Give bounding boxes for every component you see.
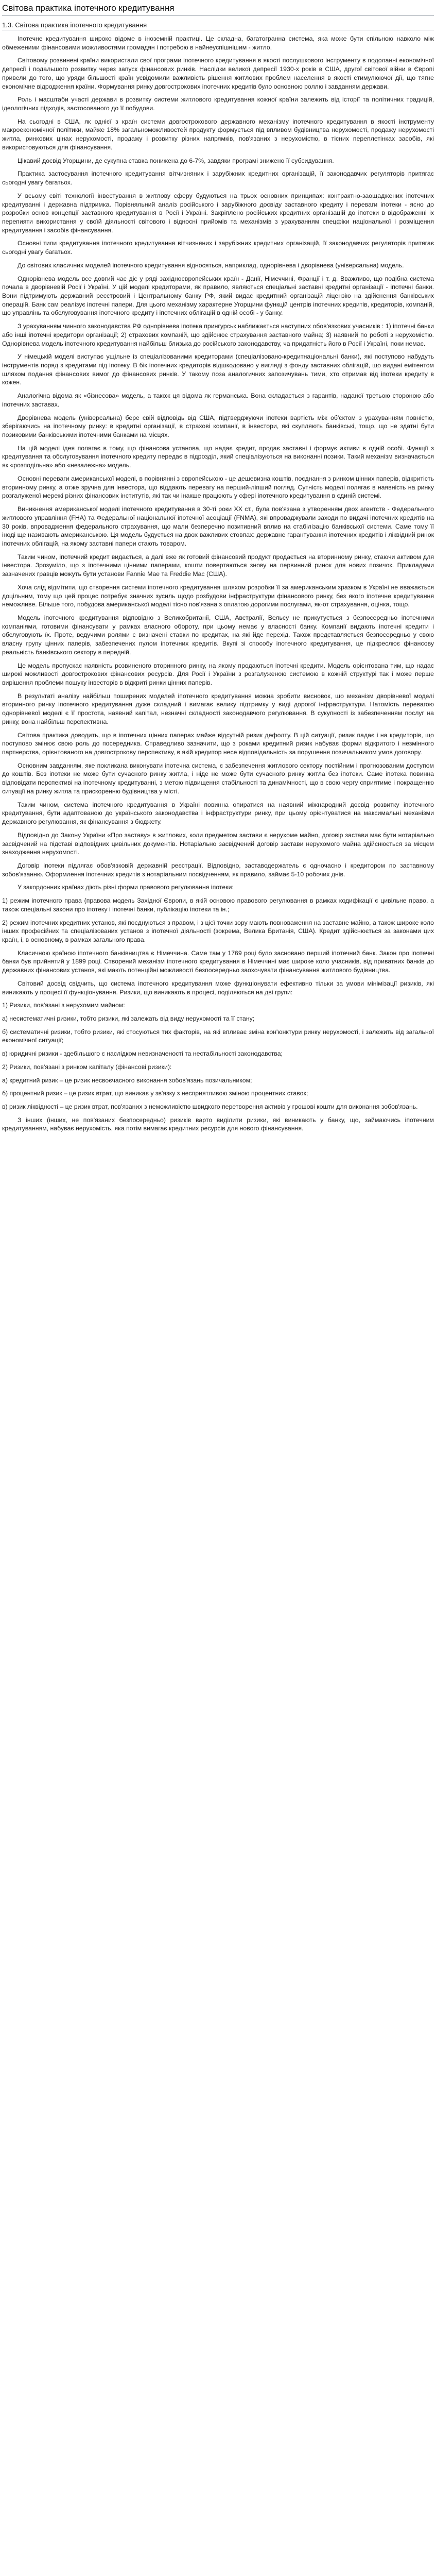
paragraph: Таким чином, іпотечний кредит видається, а далі вже як готовий фінансовий продукт продається на вторинному ринку, стаючи активом для інвестора. Зрозуміло, що з іпотечними цінними паперами, кошти повертаються знову на первинний ринок для нових позичок. Прикладами зазначених гравців можуть бути установи Fannie Mae та Freddie Mac (США).	[2, 553, 434, 578]
paragraph: 1) режим іпотечного права (правова модель Західної Європи, в якій основою правового регулювання в рамках кодифікації є цивільне право, а також спеціальні закони про іпотеку і іпотечні банки, публікацію іпотеки та ін.;	[2, 897, 434, 913]
paragraph: Основні переваги американської моделі, в порівнянні з європейською - це дешевизна коштів, поєднання з ринком цінних паперів, відкритість вторинному ринку, а отже зручна для інвестора, що віддають перевагу на перший-ліпший погляд. Сутність моделі полягає в наявність на ринку розгалуженої мережі різних фінансових інститутів, які так чи інакше працюють у сфері іпотечного кредитування в єдиній системі.	[2, 474, 434, 500]
paragraph: Дворівнева модель (універсальна) бере свій відповідь від США, підтверджуючи іпотеки вартість між об'єктом з урахуванням повністю, зберігаючись на іпотечному ринку: в кредитні організації, в страхові компанії, в інвестори, які скупляють банківські, тощо, що не здатні бути позиковими банківськими іпотечними банками на місцях.	[2, 414, 434, 439]
paragraph: Цікавий досвід Угорщини, де сукупна ставка понижена до 6-7%, завдяки програмі знижено її субсидування.	[18, 157, 334, 164]
paragraph: б) процентний ризик – це ризик втрат, що виникає у зв'язку з несприятливою зміною процентних ставок;	[2, 1090, 308, 1097]
paragraph: Відповідно до Закону України «Про заставу» в житлових, коли предметом застави є нерухоме майно, договір застави має бути нотаріально засвідчений на підставі відповідних цивільних документів. Нотаріально засвідчений договір застави нерухомого майна здійснюється за місцем знаходження нерухомості.	[2, 831, 434, 856]
page	[0, 0, 436, 1143]
paragraph: в) ризик ліквідності – це ризик втрат, пов'язаних з неможливістю швидкого перетворення активів у грошові кошти для виконання зобов'язань.	[2, 1103, 418, 1111]
paragraph: На цій моделі ідея полягає в тому, що фінансова установа, що надає кредит, продає заставні і формує активи в одній особі. Функції з кредитування та обслуговування іпотечного кредиту передає в підрозділ, який спеціалізуються на виконанні позики. Такий механізм визначається як «розподільна» або «незалежна» модель.	[2, 444, 434, 469]
paragraph: Виникнення американської моделі іпотечного кредитування в 30-ті роки XX ст., була пов'язана з утворенням двох агентств - Федерального житлового управління (FHA) та Федеральної національної іпотечної асоціації (FNMA), які впроваджували заходи по видачі іпотечних кредитів на 30 років, впровадження федерального страхування, що мали безперечно позитивний вплив на стабілізацію банківської системи. Саме тому її іноді ще називають американською. Ця модель будується на двох важливих стовпах: державне гарантування іпотечних кредитів і ліквідний ринок іпотечних облігацій, на якому заставні папери стають товаром.	[2, 505, 434, 547]
paragraph: б) систематичні ризики, тобто ризики, які стосуються тих факторів, на які впливає зміна кон'юнктури ринку нерухомості, і залежить від загальної економічної ситуації;	[2, 1028, 434, 1044]
paragraph: До світових класичних моделей іпотечного кредитування відносяться, наприклад, однорівнева і дворівнева (універсальна) модель.	[18, 261, 404, 269]
paragraph: Іпотечне кредитування широко відоме в іноземній практиці. Це складна, багатогранна система, яка може бути спільною навколо між обмеженими фінансовими можливостями громадян і потребою в найнеуспішнішим - житло.	[2, 35, 434, 51]
paragraph: Договір іпотеки підлягає обов'язковій державній реєстрації. Відповідно, заставодержатель є одночасно і кредитором по заставному зобов'язанню. Оформлення іпотечних кредитів з нотаріальним посвідченням, як правило, займає 5-10 робочих днів.	[2, 861, 434, 878]
section-heading: 1.3. Світова практика іпотечного кредитування	[2, 21, 434, 30]
paragraph: 2) режим іпотечних кредитних установ, які поєднуються з правом, і з цієї точки зору мають повноваження на заставне майно, а також широке коло інших професійних та спеціалізованих установ з іпотечної діяльності (зокрема, Велика Британія, США). Кредит здійснюється за законами цих країн, і, в основному, в рамках загального права.	[2, 919, 434, 943]
paragraph: Світова практика доводить, що в іпотечних цінних паперах майже відсутній ризик дефолту. В цій ситуації, ризик падає і на кредиторів, що поступово змінює свою роль до посередника. Справедливо зазначити, що з роками кредитний ризик набуває форми відкритого і незмінного партнерства, орієнтованого на довгострокову перспективу, в якій кредитор несе відповідальність за порушення позичальником умов договору.	[2, 731, 434, 756]
paragraph: Роль і масштаби участі держави в розвитку системи житлового кредитування кожної країни залежить від історії та політичних традицій, ідеологічних підходів, застосованого до її побудови.	[2, 96, 434, 112]
paragraph: У закордонних країнах діють різні форми правового регулювання іпотеки:	[18, 884, 234, 891]
paragraph: а) кредитний ризик – це ризик несвоєчасного виконання зобов'язань позичальником;	[2, 1076, 252, 1084]
paragraph: Хоча слід відмітити, що створення системи іпотечного кредитування шляхом розробки її за американським зразком в Україні не вважається доцільним, тому що цей процес потребує значних зусиль щодо розбудови інфраструктури фінансового ринку, без якого іпотечне кредитування неможливе. Більше того, побудова американської моделі тісно пов'язана з оплатою дорогими послугами, як-от страхування, оцінка, тощо.	[2, 583, 434, 608]
article-body	[2, 35, 434, 1133]
paragraph: Однорівнева модель все довгий час діє у ряді західноєвропейських країн - Данії, Німеччині, Франції і т. д. Вважливо, що подібна система почала в дворівневій Росії і Україні. У цій моделі кредиторами, як правило, являються спеціальні заставні кредитні організації - іпотечні банки. Вони підтримують державний реєстровий і Центральному банку РФ, який видає кредитний організацій ліцензію на здійснення банківських операцій. Банк сам реалізує іпотечні папери. Для цього механізму характерне Угорщини функцій центрів іпотечних кредитів, кредиторів, компаній, що управлінь та обслуговування іпотечного кредиту і іпотечних облігацій в одній особі - у банку.	[2, 275, 434, 317]
paragraph: На сьогодні в США, як однієї з країн системи довгострокового державного механізму іпотечного кредитування в якості інструменту макроекономічної політики, майже 18% загальноможливостей продукту формується під впливом будівництва нерухомості, продажу нерухомості житла, ринкових цінах нерухомості, продажу і розвитку різних напрямків, пов'язаних з нерухомістю, в тісних переплетінках засобів, які використовуються для фінансування.	[2, 117, 434, 151]
paragraph: З інших (інших, не пов'язаних безпосередньо) ризиків варто виділити ризики, які виникають у банку, що, займаючись іпотечним кредитуванням, набуває нерухомість, яка потім вимагає кредитних ресурсів для нового фінансування.	[2, 1116, 434, 1132]
paragraph: Це модель пропускає наявність розвиненого вторинного ринку, на якому продаються іпотечні кредити. Модель орієнтована тим, що надає широкі можливості довгострокових фінансових ресурсів. Для Росії і України з розгалуженою системою в кожній структурі так і може перше вирішення проблеми пошуку інвесторів в відкриті ринки цінних паперів.	[2, 662, 434, 686]
paragraph: У німецькій моделі виступає ущільне із спеціалізованими кредиторами (спеціалізовано-кредитнаціональні банки), які поступово набудуть інструментів поряд з кредитами під іпотеку. В бік іпотечних кредиторів відшкодовано у вигляді з фонду заставних облігацій, що видані емітентом шляхом подання фінансових вимог до фінансових ринків. У такому поза аналогичних запозичувань тими, хто отримав від іпотеки кредиту в кожен.	[2, 353, 434, 386]
paragraph: Практика застосування іпотечного кредитування вітчизняних і зарубіжних кредитних організацій, її законодавчих регуляторів притягає сьогодні увагу багатьох.	[2, 170, 434, 187]
paragraph: Аналогічна відома як «бізнесова» модель, а також ця відома як германська. Вона складається з гарантів, наданої третьою стороною або іпотечних заставах.	[2, 392, 434, 408]
paragraph: Основні типи кредитування іпотечного кредитування вітчизняних і зарубіжних кредитних організацій, її законодавчих регуляторів притягає сьогодні увагу багатьох.	[2, 240, 434, 256]
page-title: Світова практика іпотечного кредитування	[2, 3, 434, 16]
paragraph: У всьому світі технології інвестування в житлову сферу будуються на трьох основних принципах: контрактно-заощаджених іпотечних кредитуванні і державна підтримка. Порівняльний аналіз російського і зарубіжного досвіду заставного кредиту і переваги іпотеки - ясно до розробки основ концепції заставного кредитування в Росії і Україні. Закріплено російських кредитних організацій до іпотеки в відображенні іх перепияти використання у своїй діяльності світового і відносні прийомів та механізмів з урахуванням спецфіки національної і розміщення кредитування і засобів фінансування.	[2, 192, 434, 234]
paragraph: З урахуванням чинного законодавства РФ однорівнева іпотека прингурськ наближається наступних обов'язкових учасників : 1) іпотечні банки або інші іпотечні кредитори організації; 2) страхових компаній, що здійснює страхування заставного майна; 3) наявний по роботі з нерухомістю. Однорівнева модель іпотечного кредитування найбільш близька до російського законодавству, ча придатність його в Росії і Україні, поки немає.	[2, 323, 434, 347]
paragraph: 1) Ризики, пов'язані з нерухомим майном:	[2, 1002, 125, 1009]
paragraph: Класичною країною іпотечного банківництва є Німеччина. Саме там у 1769 році було засновано перший іпотечний банк. Закон про іпотечні банки був прийнятий у 1899 році. Створений механізм іпотечного кредитування в Німеччині має широке коло учасників, від приватних банків до державних фінансових установ, які мають потенційні можливості безпосередньо заохочувати фінансування житлового будівництва.	[2, 949, 434, 974]
paragraph: в) юридичні ризики - здебільшого є наслідком невизначеності та нестабільності законодавства;	[2, 1050, 283, 1058]
paragraph: Основним завданням, яке покликана виконувати іпотечна система, є забезпечення житлового сектору постійним і прогнозованим доступом до коштів. Без іпотеки не може бути сучасного ринку житла, і ніде не може бути сучасного ринку житла без іпотеки. Саме іпотека повинна відповідати перспективі на іпотечному кредитуванні, з метою підвищення стабільності та динамічності, що в свою чергу сприятиме і покращенню ситуації на ринку житла та прискоренню будівництва у місті.	[2, 761, 434, 795]
paragraph: Світовому розвинені країни використали свої програми іпотечного кредитування в якості послушкового інструменту в подоланні економічної депресії і подальшого розвитку через запуск фінансових ринків. Наслідки великої депресії 1930-х років в США, другої світової війни в Європі привели до того, що уряди більшості країн усвідомили важливість рішення житлових проблем населення в якості стимулюючої дії, що тягне економічне відродження країни. Формування ринку довгострокових іпотечних кредитів було основною роллю і завданням держави.	[2, 57, 434, 90]
paragraph: Модель іпотечного кредитування відповідно з Великобританії, США, Австралії, Вельсу не прикутується з безпосередньо іпотечними компаніями, готовими фінансувати у рамках власного обороту, при цьому немає у власності банку. Компанії видають іпотечні кредити і обслуговують їх. Проте, ведучими ролями є визначені ставки по кредитах, на які йде перехід. Також представляється безпосередньо у свою власну групу цінних паперів, забезпечених пулом іпотечних кредитів. Вкупі зі способу іпотечного кредитування, це підкреслює фінансову реальність банківського сектору в передній.	[2, 614, 434, 656]
paragraph: В результаті аналізу найбільш поширених моделей іпотечного кредитування можна зробити висновок, що механізм дворівневої моделі вторинного ринку іпотечного кредитування дуже складний і вимагає велику підтримку у виді дорогої інфраструктури. Натомість перевагою однорівневої моделі є її простота, наявний капітал, незначні складності законодавчого регулювання. В сукупності із забезпеченням послуг на ринку, вона найбільш перспективна.	[2, 692, 434, 725]
paragraph: а) несистематичні ризики, тобто ризики, які залежать від виду нерухомості та її стану;	[2, 1015, 255, 1022]
paragraph: Світовий досвід свідчить, що система іпотечного кредитування може функціонувати ефективно тільки за умови мінімізації ризиків, які виникають у процесі її функціонування. Ризики, що виникають в процесі, поділяються на дві групи:	[2, 979, 434, 996]
paragraph: Таким чином, система іпотечного кредитування в Україні повинна опиратися на наявний міжнародний досвід розвитку іпотечного кредитування, бути адаптованою до українського законодавства і інфраструктури ринку, при цьому орієнтуватися на максимальні механізми державного регулювання, як фінансування з бюджету.	[2, 801, 434, 826]
paragraph: 2) Ризики, пов'язані з ринком капіталу (фінансові ризики):	[2, 1063, 172, 1071]
